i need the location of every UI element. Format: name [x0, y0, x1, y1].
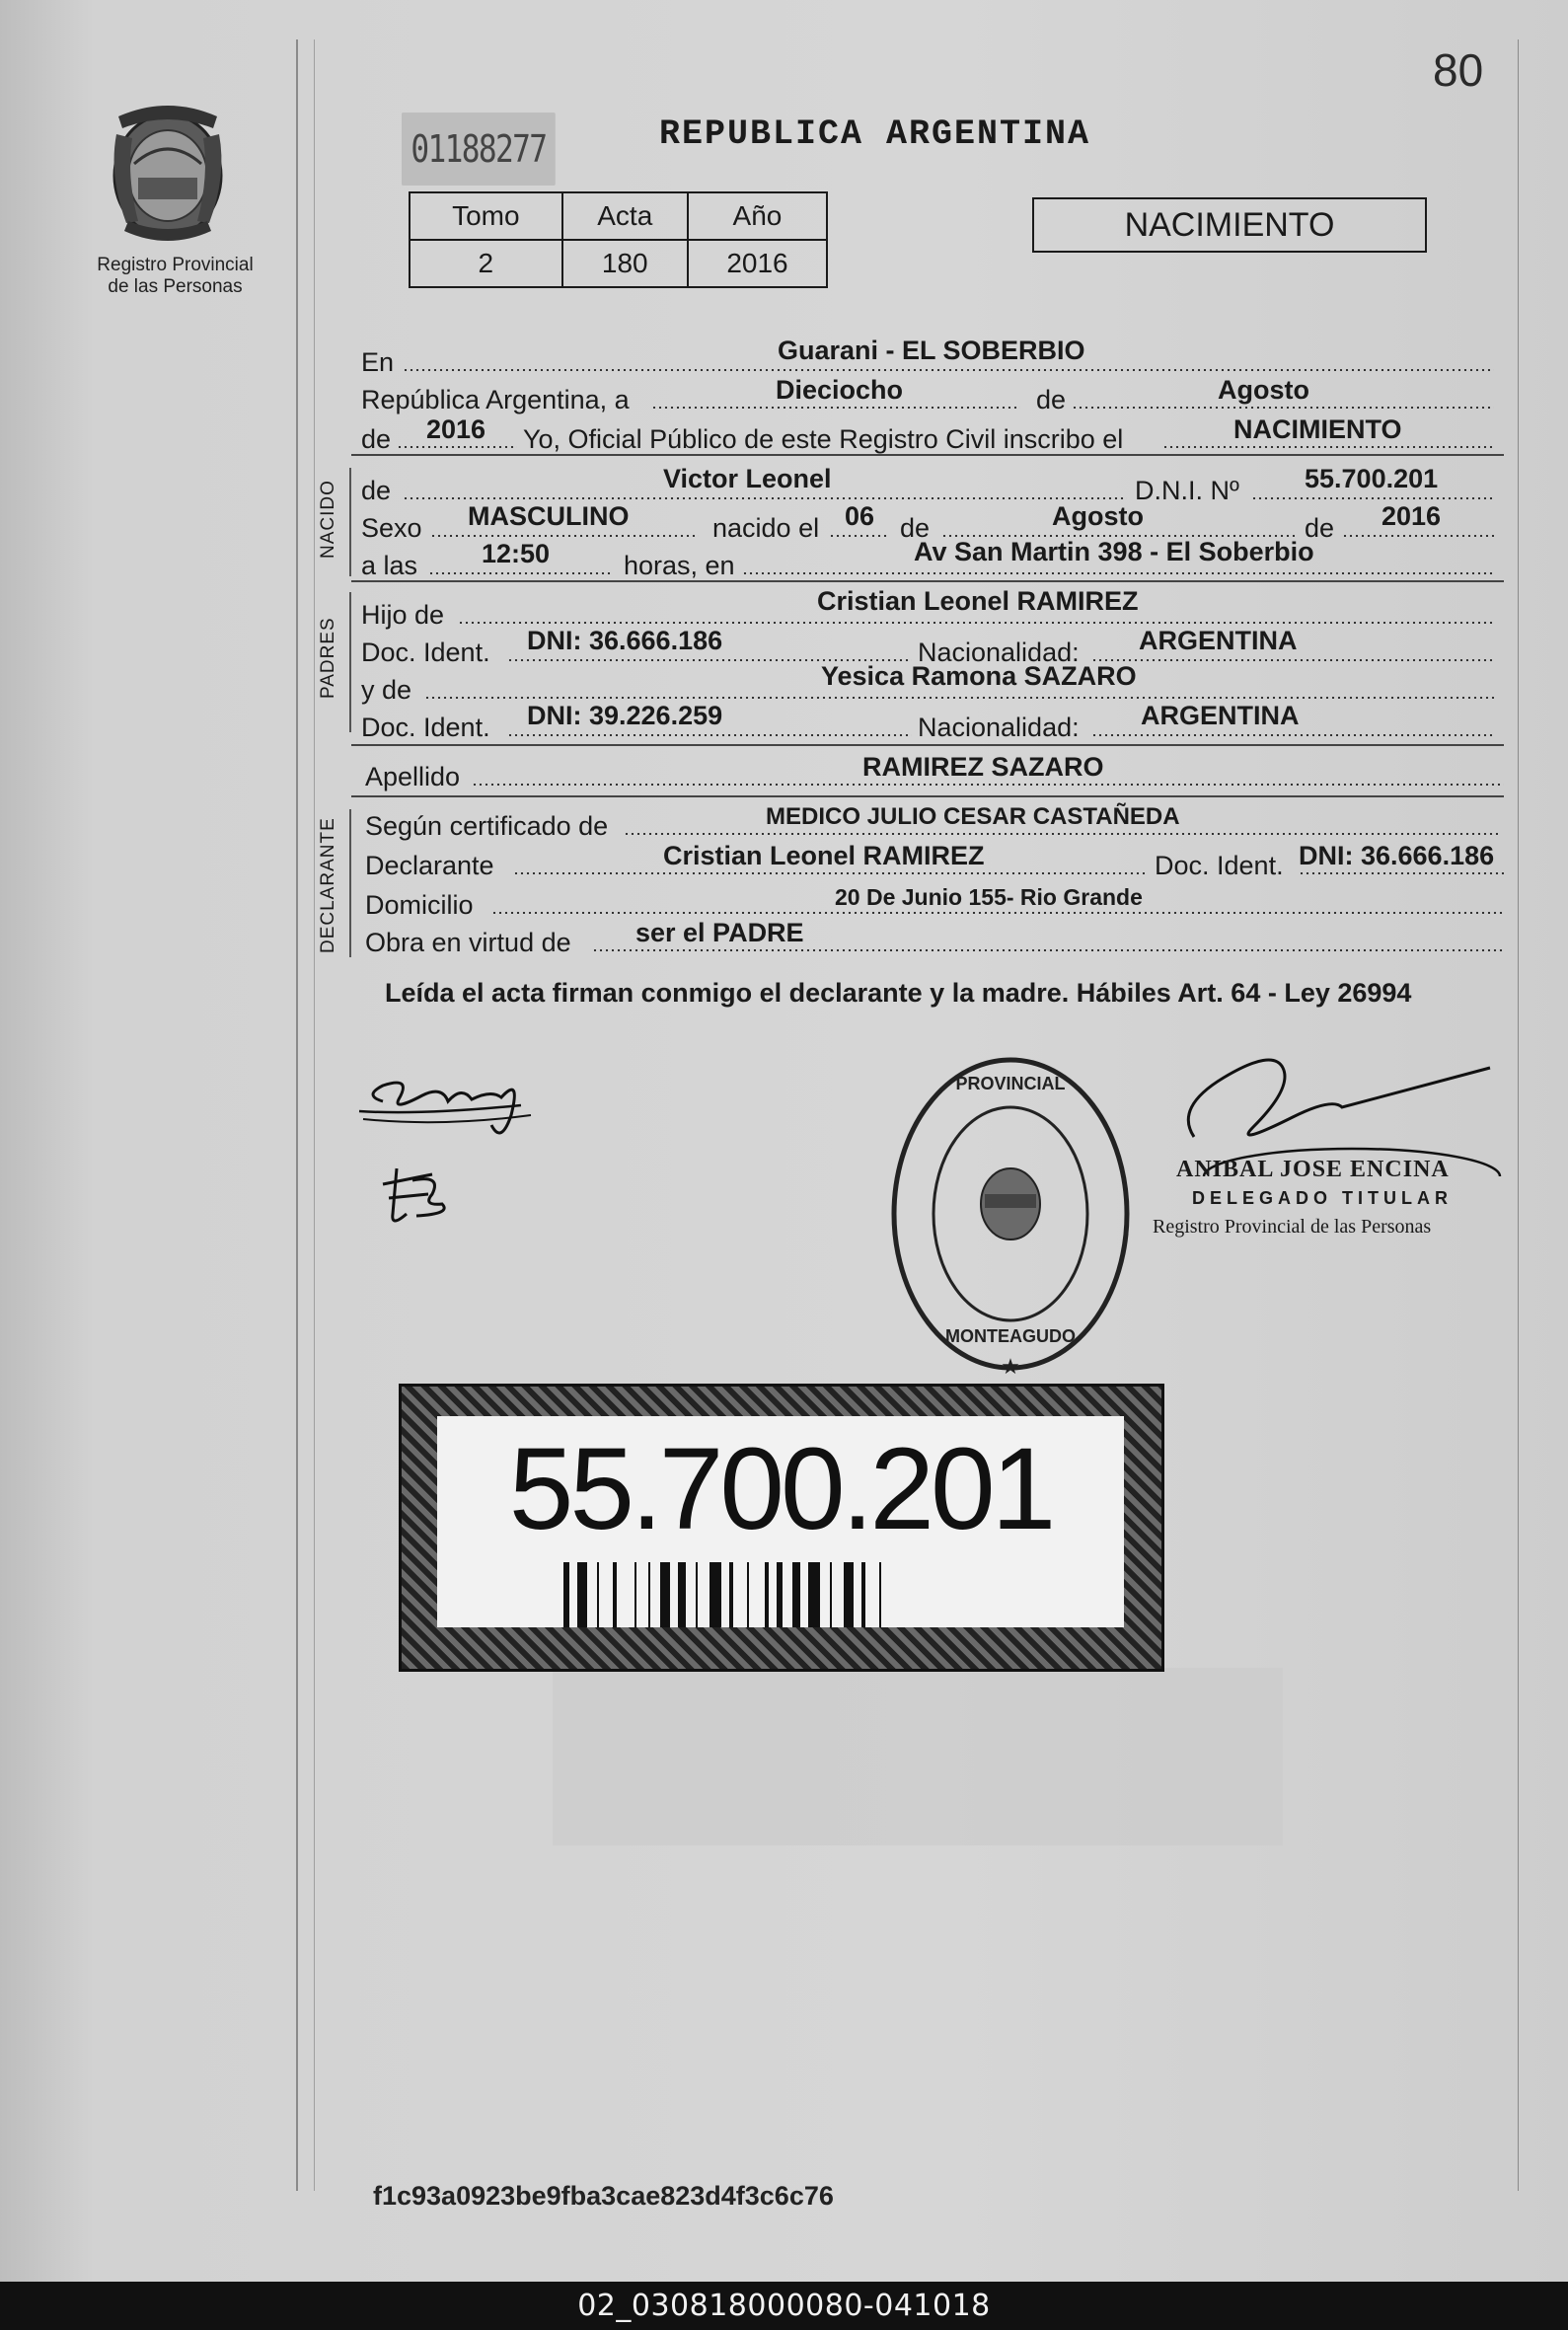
section-bracket [349, 468, 351, 576]
value-declarante: Cristian Leonel RAMIREZ [663, 841, 985, 870]
label-sexo: Sexo [361, 513, 422, 543]
dotted-line [507, 734, 912, 736]
label-de: de [1036, 385, 1067, 414]
label-y-de: y de [361, 675, 412, 705]
label-dni: D.N.I. Nº [1135, 476, 1239, 505]
dotted-line [430, 535, 699, 537]
dotted-line [1342, 535, 1494, 537]
declarant-signature [353, 1056, 541, 1155]
value-apellido: RAMIREZ SAZARO [862, 752, 1104, 782]
dotted-line [742, 572, 1494, 574]
document-title: REPUBLICA ARGENTINA [659, 114, 1091, 154]
section-bracket [349, 809, 351, 957]
dotted-line [592, 949, 1504, 951]
section-divider [351, 454, 1504, 456]
value-acta: 180 [562, 240, 688, 287]
value-anio: 2016 [426, 414, 486, 444]
value-obra: ser el PADRE [635, 918, 804, 947]
logo-caption-line2: de las Personas [108, 276, 243, 297]
header-acta: Acta [562, 192, 688, 240]
svg-text:★: ★ [1001, 1354, 1020, 1379]
label-nacionalidad-madre: Nacionalidad: [918, 713, 1080, 742]
section-label-declarante: DECLARANTE [318, 817, 338, 953]
dotted-line [403, 497, 1127, 499]
label-nacionalidad: Nacionalidad: [918, 638, 1080, 667]
value-padre-doc: DNI: 36.666.186 [527, 626, 723, 655]
label-de-month: de [1305, 513, 1335, 543]
registry-seal [886, 1046, 1143, 1382]
serial-number: 01188277 [402, 113, 556, 186]
header-anio: Año [688, 192, 827, 240]
dotted-line [424, 697, 1494, 699]
dotted-line [1091, 734, 1494, 736]
header-tomo: Tomo [410, 192, 562, 240]
right-margin-line [1518, 39, 1519, 2191]
value-tomo: 2 [410, 240, 562, 287]
dotted-line [624, 833, 1498, 835]
dotted-line [472, 784, 1504, 786]
label-republica: República Argentina, a [361, 385, 630, 414]
dni-sticker [399, 1384, 1164, 1672]
section-label-nacido: NACIDO [318, 480, 338, 559]
value-dia-nac: 06 [845, 501, 875, 531]
value-padre: Cristian Leonel RAMIREZ [817, 586, 1139, 616]
official-name: ANIBAL JOSE ENCINA [1176, 1157, 1450, 1182]
label-apellido: Apellido [365, 762, 461, 791]
official-org: Registro Provincial de las Personas [1153, 1216, 1432, 1238]
dni-sticker-inner [437, 1416, 1124, 1627]
closing-statement: Leída el acta firman conmigo el declarante y la madre. Hábiles Art. 64 - Ley 26994 [385, 978, 1412, 1008]
label-de-day: de [900, 513, 931, 543]
dotted-line [1162, 446, 1494, 448]
value-lugar-nac: Av San Martin 398 - El Soberbio [914, 537, 1314, 566]
value-padre-nac: ARGENTINA [1139, 626, 1298, 655]
label-doc-ident-madre: Doc. Ident. [361, 713, 490, 742]
dotted-line [491, 912, 1504, 914]
section-divider [351, 795, 1504, 797]
barcode-icon [563, 1562, 998, 1627]
dotted-line [513, 872, 1145, 874]
misiones-logo [99, 95, 237, 253]
act-type-box: NACIMIENTO [1032, 197, 1427, 253]
official-role: DELEGADO TITULAR [1192, 1188, 1453, 1208]
value-anio-nac: 2016 [1381, 501, 1442, 531]
label-a-las: a las [361, 551, 418, 580]
label-doc-ident-decl: Doc. Ident. [1155, 851, 1284, 880]
dotted-line [1251, 497, 1494, 499]
value-dni: 55.700.201 [1305, 464, 1439, 493]
inner-left-line [314, 39, 315, 2191]
label-domicilio: Domicilio [365, 890, 474, 920]
value-certificado: MEDICO JULIO CESAR CASTAÑEDA [766, 803, 1180, 830]
label-doc-ident: Doc. Ident. [361, 638, 490, 667]
value-sexo: MASCULINO [468, 501, 630, 531]
dotted-line [403, 369, 1494, 371]
ghost-label-impression [553, 1668, 1283, 1845]
value-madre-nac: ARGENTINA [1141, 701, 1300, 730]
value-nombre: Victor Leonel [663, 464, 832, 493]
label-en: En [361, 347, 395, 377]
svg-text:PROVINCIAL: PROVINCIAL [955, 1074, 1066, 1093]
logo-caption-line1: Registro Provincial [97, 255, 254, 275]
label-declarante: Declarante [365, 851, 494, 880]
section-divider [351, 580, 1504, 582]
label-segun: Según certificado de [365, 811, 609, 841]
section-bracket [349, 592, 351, 732]
value-mes: Agosto [1218, 375, 1309, 405]
dotted-line [1091, 659, 1494, 661]
tomo-acta-anio-table [409, 191, 828, 288]
dotted-line [1072, 407, 1494, 409]
section-label-padres: PADRES [318, 617, 338, 699]
label-de-year: de [361, 424, 392, 454]
value-madre: Yesica Ramona SAZARO [821, 661, 1137, 691]
section-divider [351, 744, 1504, 746]
value-acto: NACIMIENTO [1233, 414, 1402, 444]
label-hijo-de: Hijo de [361, 600, 445, 630]
document-hash: f1c93a0923be9fba3cae823d4f3c6c76 [373, 2181, 834, 2211]
value-dia-letras: Dieciocho [776, 375, 904, 405]
dotted-line [651, 407, 1020, 409]
dotted-line [458, 622, 1494, 624]
dni-sticker-number: 55.700.201 [508, 1424, 1053, 1554]
dotted-line [428, 572, 612, 574]
value-hora: 12:50 [482, 539, 551, 568]
footer-id-bar: 02_030818000080-041018 [0, 2282, 1568, 2330]
dotted-line [829, 535, 888, 537]
dotted-line [397, 446, 517, 448]
value-declarante-doc: DNI: 36.666.186 [1299, 841, 1495, 870]
value-lugar: Guarani - EL SOBERBIO [778, 336, 1085, 365]
value-mes-nac: Agosto [1052, 501, 1144, 531]
label-de-name: de [361, 476, 392, 505]
label-nacido-el: nacido el [712, 513, 820, 543]
value-anio: 2016 [688, 240, 827, 287]
label-obra: Obra en virtud de [365, 928, 571, 957]
page-number: 80 [1433, 44, 1484, 96]
mother-signature [373, 1155, 462, 1234]
label-horas-en: horas, en [624, 551, 735, 580]
value-domicilio: 20 De Junio 155- Rio Grande [835, 884, 1143, 910]
dotted-line [1299, 872, 1504, 874]
label-yo-text: Yo, Oficial Público de este Registro Civil inscribo el [523, 424, 1124, 454]
svg-text:MONTEAGUDO: MONTEAGUDO [945, 1326, 1076, 1346]
value-madre-doc: DNI: 39.226.259 [527, 701, 723, 730]
logo-caption [69, 255, 281, 298]
left-margin-line [296, 39, 298, 2191]
